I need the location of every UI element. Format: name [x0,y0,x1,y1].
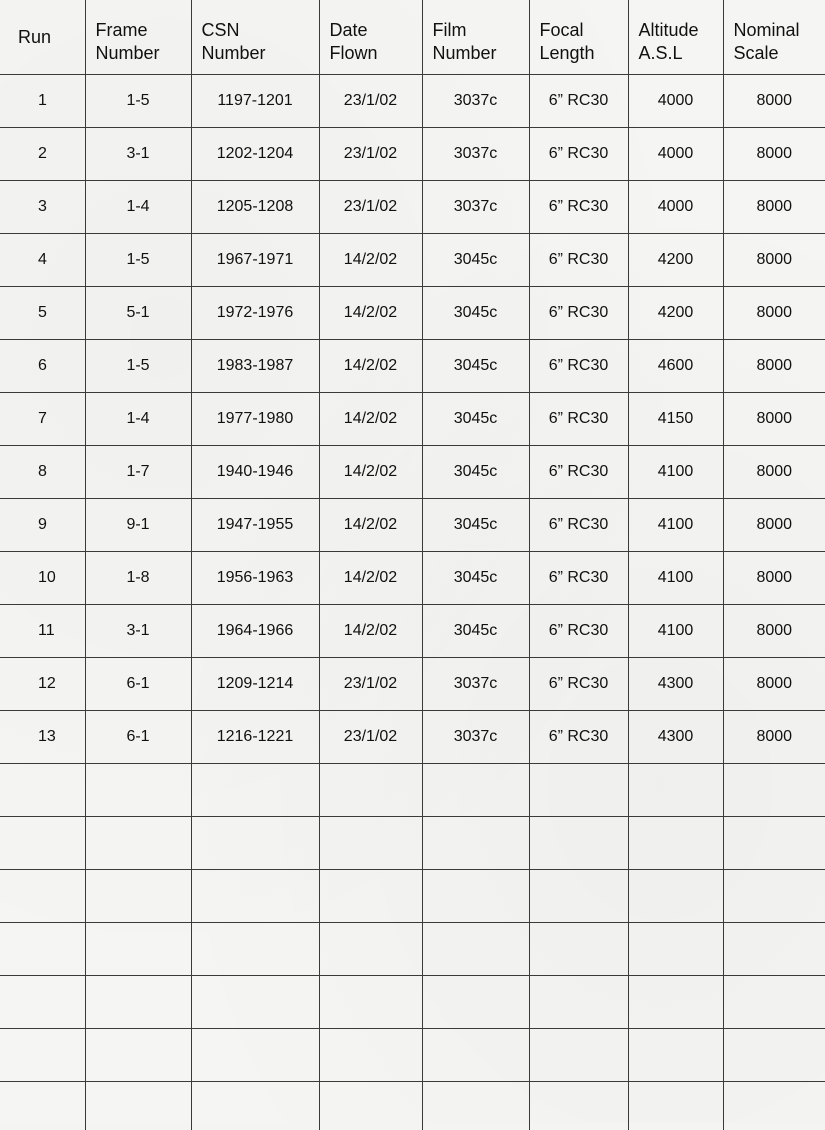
cell-focal-length: 6” RC30 [529,393,628,446]
empty-cell [85,976,191,1029]
cell-altitude-asl: 4100 [628,499,723,552]
cell-run: 3 [0,181,85,234]
cell-csn-number: 1205-1208 [191,181,319,234]
cell-nominal-scale: 8000 [723,446,825,499]
empty-cell [0,764,85,817]
empty-cell [723,870,825,923]
cell-frame-number: 3-1 [85,128,191,181]
cell-altitude-asl: 4000 [628,181,723,234]
cell-csn-number: 1202-1204 [191,128,319,181]
cell-nominal-scale: 8000 [723,711,825,764]
empty-cell [319,817,422,870]
empty-cell [422,1029,529,1082]
cell-run: 4 [0,234,85,287]
header-text: Date [330,19,422,42]
cell-frame-number: 6-1 [85,711,191,764]
header-text: Scale [734,42,825,65]
cell-csn-number: 1216-1221 [191,711,319,764]
empty-cell [628,870,723,923]
header-text: Frame [96,19,191,42]
header-row [0,0,825,75]
empty-cell [422,923,529,976]
empty-table-row [0,1029,825,1082]
empty-cell [85,923,191,976]
empty-cell [422,976,529,1029]
cell-date-flown: 14/2/02 [319,234,422,287]
cell-csn-number: 1940-1946 [191,446,319,499]
cell-date-flown: 14/2/02 [319,340,422,393]
cell-altitude-asl: 4100 [628,552,723,605]
cell-altitude-asl: 4300 [628,658,723,711]
header-text: Film [433,19,529,42]
cell-nominal-scale: 8000 [723,499,825,552]
cell-nominal-scale: 8000 [723,234,825,287]
cell-altitude-asl: 4000 [628,128,723,181]
cell-film-number: 3045c [422,552,529,605]
header-text: A.S.L [639,42,723,65]
cell-date-flown: 14/2/02 [319,605,422,658]
cell-frame-number: 3-1 [85,605,191,658]
cell-run: 5 [0,287,85,340]
header-text: Nominal [734,19,825,42]
cell-film-number: 3045c [422,393,529,446]
cell-frame-number: 9-1 [85,499,191,552]
column-header-focal-length [529,0,628,75]
column-header-date-flown [319,0,422,75]
cell-csn-number: 1947-1955 [191,499,319,552]
cell-run: 9 [0,499,85,552]
table-row [0,605,825,658]
cell-run: 6 [0,340,85,393]
cell-frame-number: 1-5 [85,234,191,287]
empty-cell [191,817,319,870]
cell-frame-number: 1-7 [85,446,191,499]
cell-frame-number: 5-1 [85,287,191,340]
cell-run: 13 [0,711,85,764]
table-header [0,0,825,75]
cell-film-number: 3045c [422,499,529,552]
cell-run: 7 [0,393,85,446]
cell-focal-length: 6” RC30 [529,181,628,234]
empty-cell [723,976,825,1029]
column-header-csn-number [191,0,319,75]
empty-table-row [0,870,825,923]
table-row [0,552,825,605]
cell-date-flown: 14/2/02 [319,446,422,499]
empty-cell [191,1029,319,1082]
header-text: Run [18,26,85,49]
cell-focal-length: 6” RC30 [529,340,628,393]
table-row [0,711,825,764]
cell-focal-length: 6” RC30 [529,234,628,287]
empty-cell [628,976,723,1029]
cell-run: 12 [0,658,85,711]
empty-cell [723,1029,825,1082]
empty-cell [529,1029,628,1082]
cell-frame-number: 6-1 [85,658,191,711]
empty-cell [0,1029,85,1082]
empty-cell [319,870,422,923]
cell-focal-length: 6” RC30 [529,75,628,128]
cell-csn-number: 1209-1214 [191,658,319,711]
cell-film-number: 3037c [422,658,529,711]
cell-nominal-scale: 8000 [723,552,825,605]
empty-cell [0,976,85,1029]
cell-date-flown: 23/1/02 [319,181,422,234]
cell-frame-number: 1-4 [85,181,191,234]
empty-cell [628,817,723,870]
empty-cell [191,764,319,817]
cell-film-number: 3037c [422,75,529,128]
empty-cell [319,1029,422,1082]
cell-csn-number: 1983-1987 [191,340,319,393]
cell-film-number: 3037c [422,128,529,181]
table-row [0,658,825,711]
cell-nominal-scale: 8000 [723,287,825,340]
cell-csn-number: 1967-1971 [191,234,319,287]
cell-altitude-asl: 4100 [628,605,723,658]
cell-date-flown: 14/2/02 [319,393,422,446]
empty-cell [191,976,319,1029]
cell-film-number: 3045c [422,287,529,340]
cell-film-number: 3045c [422,340,529,393]
table-body [0,75,825,1130]
header-text: Number [433,42,529,65]
empty-cell [529,817,628,870]
column-header-film-number [422,0,529,75]
empty-cell [85,817,191,870]
empty-cell [628,923,723,976]
cell-focal-length: 6” RC30 [529,605,628,658]
empty-cell [319,923,422,976]
cell-nominal-scale: 8000 [723,75,825,128]
column-header-nominal-scale [723,0,825,75]
empty-cell [529,976,628,1029]
cell-nominal-scale: 8000 [723,393,825,446]
empty-cell [422,870,529,923]
empty-cell [628,1029,723,1082]
cell-altitude-asl: 4600 [628,340,723,393]
cell-nominal-scale: 8000 [723,128,825,181]
cell-csn-number: 1956-1963 [191,552,319,605]
cell-focal-length: 6” RC30 [529,128,628,181]
header-text: Flown [330,42,422,65]
cell-date-flown: 23/1/02 [319,128,422,181]
empty-cell [319,976,422,1029]
cell-nominal-scale: 8000 [723,181,825,234]
cell-csn-number: 1977-1980 [191,393,319,446]
cell-date-flown: 14/2/02 [319,499,422,552]
cell-film-number: 3045c [422,605,529,658]
empty-cell [85,870,191,923]
header-text: Focal [540,19,628,42]
table-row [0,181,825,234]
table-row [0,340,825,393]
empty-cell [529,923,628,976]
cell-frame-number: 1-4 [85,393,191,446]
empty-cell [529,870,628,923]
cell-frame-number: 1-5 [85,340,191,393]
cell-run: 2 [0,128,85,181]
header-text: Number [202,42,319,65]
empty-cell [723,817,825,870]
table-row [0,287,825,340]
table-row [0,75,825,128]
empty-cell [191,923,319,976]
column-header-altitude-asl [628,0,723,75]
column-header-frame-number [85,0,191,75]
empty-table-row [0,923,825,976]
table-row [0,499,825,552]
cell-date-flown: 23/1/02 [319,658,422,711]
cell-csn-number: 1197-1201 [191,75,319,128]
cell-date-flown: 14/2/02 [319,552,422,605]
table-row [0,234,825,287]
cell-run: 10 [0,552,85,605]
cell-date-flown: 23/1/02 [319,711,422,764]
cell-altitude-asl: 4200 [628,287,723,340]
cell-run: 8 [0,446,85,499]
cell-altitude-asl: 4200 [628,234,723,287]
empty-cell [422,764,529,817]
cell-date-flown: 14/2/02 [319,287,422,340]
cell-altitude-asl: 4100 [628,446,723,499]
empty-cell [0,870,85,923]
empty-cell [319,764,422,817]
table-row [0,393,825,446]
cell-altitude-asl: 4000 [628,75,723,128]
empty-cell [529,764,628,817]
header-text: CSN [202,19,319,42]
cell-date-flown: 23/1/02 [319,75,422,128]
cell-csn-number: 1964-1966 [191,605,319,658]
empty-table-row [0,817,825,870]
empty-cell [0,817,85,870]
empty-table-row [0,976,825,1029]
cell-focal-length: 6” RC30 [529,499,628,552]
empty-cell [723,764,825,817]
empty-cell [723,923,825,976]
cell-nominal-scale: 8000 [723,658,825,711]
cell-film-number: 3037c [422,181,529,234]
cell-frame-number: 1-8 [85,552,191,605]
cell-run: 11 [0,605,85,658]
cell-focal-length: 6” RC30 [529,552,628,605]
cell-csn-number: 1972-1976 [191,287,319,340]
cell-altitude-asl: 4300 [628,711,723,764]
header-text: Length [540,42,628,65]
empty-cell [422,817,529,870]
column-header-run [0,0,85,75]
cell-film-number: 3037c [422,711,529,764]
cell-focal-length: 6” RC30 [529,287,628,340]
cell-film-number: 3045c [422,446,529,499]
corner-smudge [4,1099,20,1119]
cell-focal-length: 6” RC30 [529,446,628,499]
empty-cell [85,1029,191,1082]
cell-film-number: 3045c [422,234,529,287]
cell-focal-length: 6” RC30 [529,658,628,711]
cell-altitude-asl: 4150 [628,393,723,446]
cell-nominal-scale: 8000 [723,340,825,393]
table-row [0,128,825,181]
cell-frame-number: 1-5 [85,75,191,128]
cell-focal-length: 6” RC30 [529,711,628,764]
header-text: Number [96,42,191,65]
header-text: Altitude [639,19,723,42]
table-row [0,446,825,499]
empty-cell [85,764,191,817]
cell-nominal-scale: 8000 [723,605,825,658]
cell-run: 1 [0,75,85,128]
empty-cell [0,923,85,976]
empty-cell [191,870,319,923]
empty-cell [628,764,723,817]
empty-table-row [0,764,825,817]
